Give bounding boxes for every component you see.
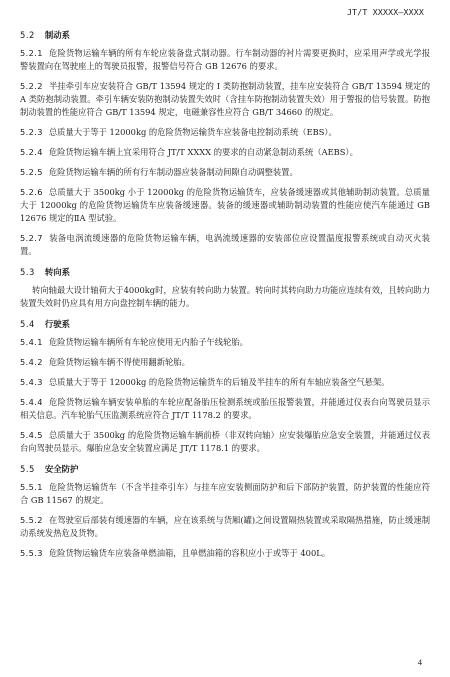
section-title: 转向系 (44, 267, 70, 277)
clause-text: 总质量大于 3500kg 小于 12000kg 的危险货物运输货车，应装备缓速器或其他辅助制动装置。总质量大于 12000kg 的危险货物运输货车应装备缓速器。装备的缓速器或辅助制动装置的性能应使汽车能通过 GB 12676 规定的ⅡA 型试验。 (20, 187, 430, 223)
clause-number: 5.2.3 (20, 127, 43, 137)
clause-5-2-2 (20, 80, 430, 119)
clause-number: 5.4.2 (20, 357, 43, 367)
section-heading-5-2 (20, 30, 430, 41)
clause-5-4-3 (20, 376, 430, 389)
clause-text: 半挂牵引车应安装符合 GB/T 13594 规定的 I 类防抱制动装置，挂车应安装符合 GB/T 13594 规定的 A 类防抱制动装置。牵引车辆安装防抱制动装置失效时（含挂车防抱制动装置失效）用于警报的信号装置。防抱制动装置的性能应符合 GB/T 13594 规定，电磁兼容性应符合 GB/T 34660 的规定。 (20, 81, 430, 117)
clause-text: 总质量大于 3500kg 的危险货物运输车辆前桥（非双转向轴）应安装爆胎应急安全装置，并能通过仪表台向驾驶员显示。爆胎应急安全装置应满足 JT/T 1178.1 的要求。 (20, 430, 430, 453)
page-number: 4 (417, 657, 422, 667)
section-number: 5.4 (20, 319, 35, 329)
clause-text: 总质量大于等于 12000kg 的危险货物运输货车应装备电控制动系统（EBS）。 (48, 127, 337, 137)
clause-text: 转向轴最大设计轴荷大于4000kg时，应装有转向助力装置。转向时其转向助力功能应连续有效，且转向助力装置失效时仍应具有用方向盘控制车辆的能力。 (20, 285, 430, 308)
clause-number: 5.4.1 (20, 337, 43, 347)
section-heading-5-3 (20, 267, 430, 278)
document-body (20, 21, 430, 567)
clause-text: 危险货物运输车辆的所有车轮应装备盘式制动器。行车制动器的衬片需要更换时，应采用声学或光学报警装置向在驾驶座上的驾驶员报警，报警信号符合 GB 12676 的要求。 (20, 48, 430, 71)
section-number: 5.2 (20, 30, 35, 40)
clause-5-2-4 (20, 146, 430, 159)
section-heading-5-4 (20, 319, 430, 330)
clause-5-4-2 (20, 356, 430, 369)
clause-number: 5.4.5 (20, 430, 43, 440)
clause-5-2-1 (20, 47, 430, 73)
clause-number: 5.2.5 (20, 167, 43, 177)
section-title: 行驶系 (44, 319, 70, 329)
clause-text: 总质量大于等于 12000kg 的危险货物运输货车的后轴及半挂车的所有车轴应装备空气悬架。 (48, 377, 390, 387)
clause-text: 危险货物运输车辆所有车轮应使用无内胎子午线轮胎。 (48, 337, 248, 347)
clause-number: 5.2.2 (20, 81, 43, 91)
clause-text: 装备电涡流缓速器的危险货物运输车辆，电涡流缓速器的安装部位应设置温度报警系统或自动灭火装置。 (20, 233, 430, 256)
clause-5-4-1 (20, 336, 430, 349)
clause-number: 5.5.2 (20, 515, 43, 525)
clause-5-2-7 (20, 232, 430, 258)
section-title: 安全防护 (44, 464, 79, 474)
clause-number: 5.5.3 (20, 548, 43, 558)
clause-number: 5.2.7 (20, 233, 43, 243)
clause-text: 在驾驶室后部装有缓速器的车辆，应在该系统与货厢(罐)之间设置隔热装置或采取隔热措施，防止缓速制动系统发热危及货物。 (20, 515, 430, 538)
clause-number: 5.5.1 (20, 482, 43, 492)
clause-5-4-4 (20, 396, 430, 422)
clause-number: 5.2.1 (20, 48, 43, 58)
clause-text: 危险货物运输车辆的所有行车制动器应装备制动间隙自动调整装置。 (48, 167, 298, 177)
clause-text: 危险货物运输货车（不含半挂牵引车）与挂车应安装侧面防护和后下部防护装置，防护装置的性能应符合 GB 11567 的规定。 (20, 482, 430, 505)
clause-5-5-3 (20, 547, 430, 560)
section-number: 5.3 (20, 267, 35, 277)
clause-5-4-5 (20, 429, 430, 455)
clause-number: 5.4.3 (20, 377, 43, 387)
clause-number: 5.2.4 (20, 147, 43, 157)
section-number: 5.5 (20, 464, 35, 474)
clause-text: 危险货物运输车辆安装单胎的车轮应配备胎压检测系统或胎压报警装置，并能通过仪表台向驾驶员显示相关信息。汽车轮胎气压监测系统应符合 JT/T 1178.2 的要求。 (20, 397, 430, 420)
document-id-header: JT/T XXXXX—XXXX (347, 7, 424, 17)
clause-number: 5.2.6 (20, 187, 43, 197)
clause-5-2-6 (20, 186, 430, 225)
clause-5-3 (20, 284, 430, 310)
clause-text: 危险货物运输车辆上宜采用符合 JT/T XXXX 的要求的自动紧急制动系统（AEBS）。 (48, 147, 358, 157)
clause-5-2-3 (20, 126, 430, 139)
clause-5-5-2 (20, 514, 430, 540)
clause-5-5-1 (20, 481, 430, 507)
section-heading-5-5 (20, 464, 430, 475)
clause-5-2-5 (20, 166, 430, 179)
clause-text: 危险货物运输货车应装备单燃油箱，且单燃油箱的容积应小于或等于 400L。 (48, 548, 331, 558)
section-title: 制动系 (44, 30, 70, 40)
clause-number: 5.4.4 (20, 397, 43, 407)
clause-text: 危险货物运输车辆不得使用翻新轮胎。 (48, 357, 190, 367)
